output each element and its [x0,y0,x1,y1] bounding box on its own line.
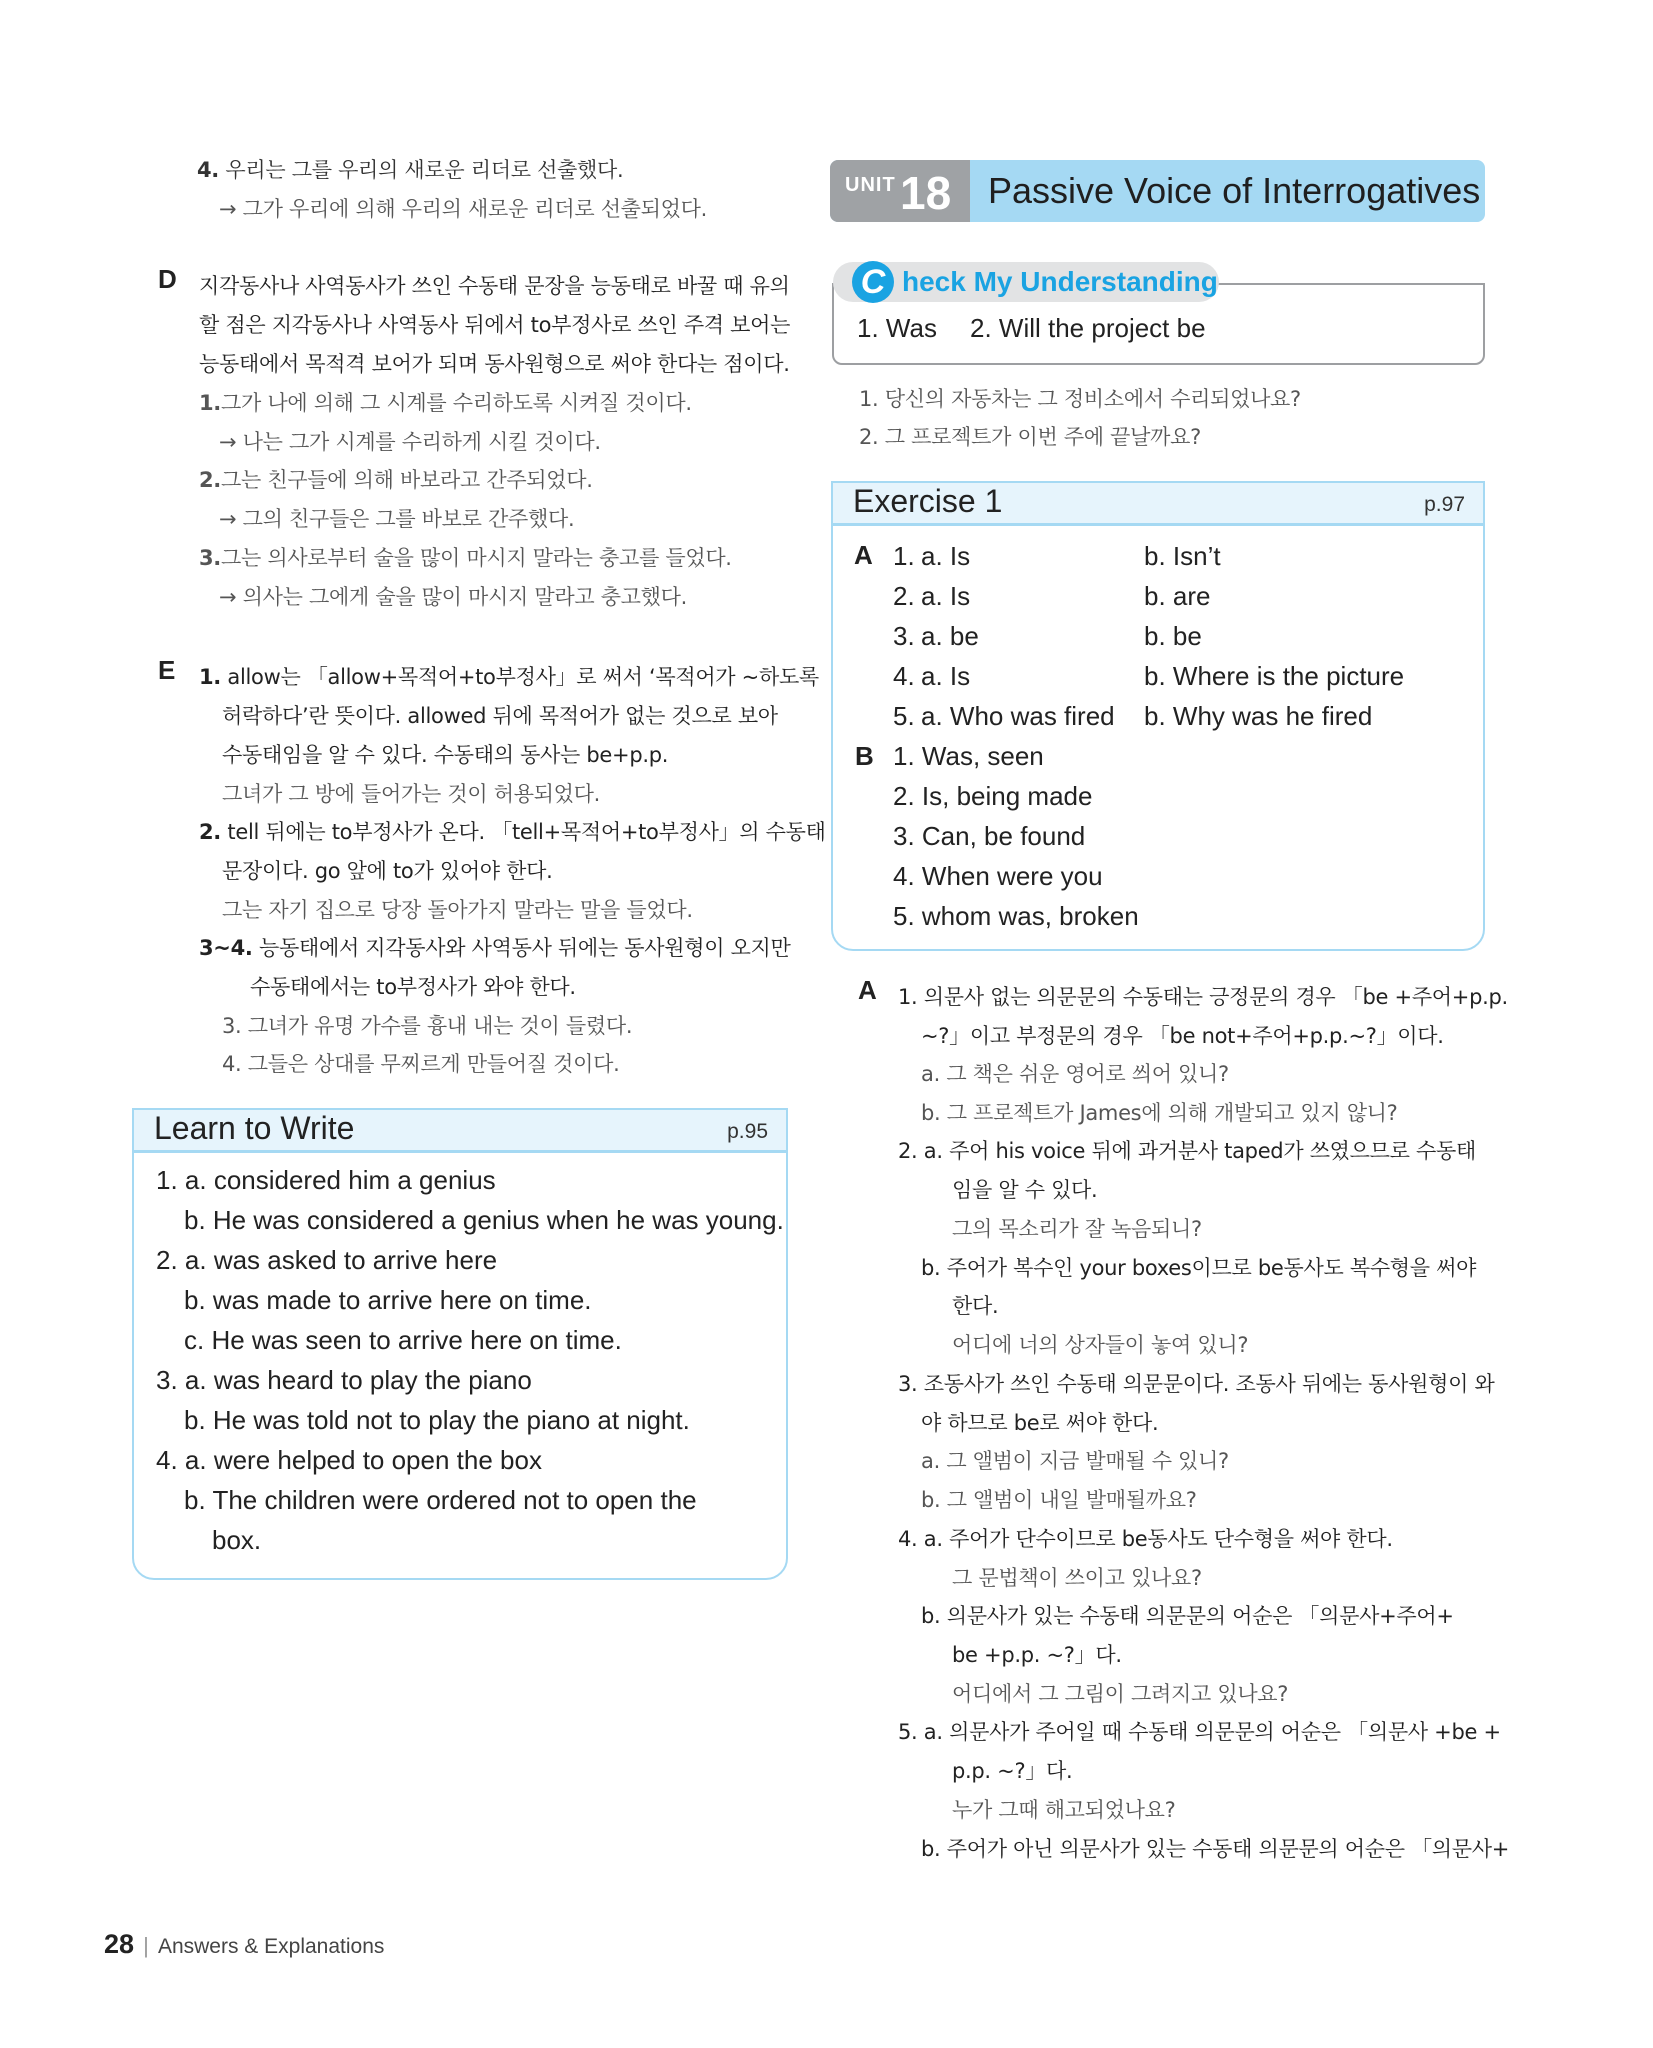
e1-translation: 그녀가 그 방에 들어가는 것이 허용되었다. [222,782,601,806]
e2-exp-2: 문장이다. go 앞에 to가 있어야 한다. [222,859,553,883]
d-item-3a [199,542,732,572]
a3-translation-a: a. 그 앨범이 지금 발매될 수 있니? [921,1449,1229,1473]
item-number: 2. [199,820,221,844]
ex-a3-num: 3. [893,621,915,651]
ex-a4-b: b. Where is the picture [1144,661,1405,691]
a2-exp-2: 임을 알 수 있다. [952,1178,1098,1202]
ex-a5-b: b. Why was he fired [1144,701,1373,731]
a5-expb-1: b. 주어가 아닌 의문사가 있는 수동태 의문문의 어순은 「의문사+ [921,1837,1510,1861]
learn-line-6: 3. a. was heard to play the piano [156,1365,532,1395]
ex-a3-b: b. be [1144,621,1202,651]
section-e-label: E [158,655,176,685]
a5-exp-1: 5. a. 의문사가 주어일 때 수동태 의문문의 어순은 「의문사 +be + [898,1720,1501,1744]
a1-translation-a: a. 그 책은 쉬운 영어로 씌어 있니? [921,1062,1229,1086]
ex-a5-num: 5. [893,701,915,731]
d-explanation-2: 할 점은 지각동사나 사역동사 뒤에서 to부정사로 쓰인 주격 보어는 [199,313,791,337]
unit-number: 18 [900,167,952,219]
learn-line-2: b. He was considered a genius when he was young. [184,1205,784,1235]
section-a-label: A [858,975,877,1005]
unit-label: UNIT [845,174,896,196]
learn-line-1: 1. a. considered him a genius [156,1165,496,1195]
item-text: 그가 나에 의해 그 시계를 수리하도록 시켜질 것이다. [221,391,692,415]
a3-exp-1: 3. 조동사가 쓰인 수동태 의문문이다. 조동사 뒤에는 동사원형이 와 [898,1372,1495,1396]
ex-a3-a: a. be [921,621,979,651]
d-item-2a [199,464,593,494]
ex-a2-num: 2. [893,581,915,611]
page-number: 28 [104,1929,135,1959]
item-number: 3~4. [199,936,253,960]
exercise-title: Exercise 1 [853,483,1003,519]
section-d-label: D [158,264,177,294]
ex-a2-a: a. Is [921,581,971,611]
check-translation-1: 1. 당신의 자동차는 그 정비소에서 수리되었나요? [859,387,1301,411]
a2-expb-1: b. 주어가 복수인 your boxes이므로 be동사도 복수형을 써야 [921,1256,1477,1280]
item-number: 3. [199,546,221,570]
item-text: allow는 「allow+목적어+to부정사」로 써서 ‘목적어가 ~하도록 [227,665,819,689]
item-number: 1. [199,665,221,689]
ex-a1-a: a. Is [921,541,971,571]
item-text: tell 뒤에는 to부정사가 온다. 「tell+목적어+to부정사」의 수동태 [227,820,826,844]
item-text: 그는 의사로부터 술을 많이 마시지 말라는 충고를 들었다. [221,546,732,570]
learn-line-10: box. [212,1525,262,1555]
a2-translation-b: 어디에 너의 상자들이 놓여 있니? [952,1333,1249,1357]
a5-exp-2: p.p. ~?」다. [952,1759,1073,1783]
a2-expb-2: 한다. [952,1294,999,1318]
a4-translation-b: 어디에서 그 그림이 그려지고 있나요? [952,1682,1289,1706]
a4-expb-2: be +p.p. ~?」다. [952,1643,1122,1667]
learn-line-3: 2. a. was asked to arrive here [156,1245,498,1275]
a1-translation-b: b. 그 프로젝트가 James에 의해 개발되고 있지 않니? [921,1101,1398,1125]
learn-to-write-title: Learn to Write [154,1110,355,1146]
a2-translation-a: 그의 목소리가 잘 녹음되니? [952,1217,1202,1241]
e1-exp-2: 허락하다’란 뜻이다. allowed 뒤에 목적어가 없는 것으로 보아 [222,704,778,728]
check-title: heck My Understanding [902,266,1218,297]
check-answer-1: 1. Was [857,313,937,343]
unit-title: Passive Voice of Interrogatives [988,170,1481,211]
footer-separator: | [143,1933,149,1958]
d-explanation-3: 능동태에서 목적격 보어가 되며 동사원형으로 써야 한다는 점이다. [199,352,790,376]
d-item-1a [199,387,692,417]
d-explanation-1: 지각동사나 사역동사가 쓰인 수동태 문장을 능동태로 바꿀 때 유의 [199,274,790,298]
item-number: 2. [199,468,221,492]
check-c-icon: C [852,261,894,303]
d-item-1b: → 나는 그가 시계를 수리하게 시킬 것이다. [219,430,601,454]
exercise-page: p.97 [1424,493,1465,516]
ex-a1-b: b. Isn’t [1144,541,1221,571]
unit-badge [830,160,970,222]
page-footer [104,1929,384,1960]
item-text: 우리는 그를 우리의 새로운 리더로 선출했다. [225,158,624,182]
a1-exp-2: ~?」이고 부정문의 경우 「be not+주어+p.p.~?」이다. [921,1024,1444,1048]
exercise-a-label: A [854,540,873,570]
d-item-3b: → 의사는 그에게 술을 많이 마시지 말라고 충고했다. [219,585,688,609]
a2-exp-1: 2. a. 주어 his voice 뒤에 과거분사 taped가 쓰였으므로 수동태 [898,1139,1476,1163]
d-item-2b: → 그의 친구들은 그를 바보로 간주했다. [219,507,575,531]
learn-line-5: c. He was seen to arrive here on time. [184,1325,622,1355]
ex-a1-num: 1. [893,541,915,571]
a4-exp-1: 4. a. 주어가 단수이므로 be동사도 단수형을 써야 한다. [898,1527,1393,1551]
a4-translation-a: 그 문법책이 쓰이고 있나요? [952,1566,1202,1590]
item-number: 4. [197,158,219,182]
check-answer-2: 2. Will the project be [970,313,1206,343]
a3-exp-2: 야 하므로 be로 써야 한다. [921,1411,1159,1435]
ex-b3: 3. Can, be found [893,821,1086,851]
a1-exp-1: 1. 의문사 없는 의문문의 수동태는 긍정문의 경우 「be +주어+p.p. [898,985,1508,1009]
learn-line-9: b. The children were ordered not to open the [184,1485,697,1515]
a4-expb-1: b. 의문사가 있는 수동태 의문문의 어순은 「의문사+주어+ [921,1604,1454,1628]
ex-a2-b: b. are [1144,581,1211,611]
ex-b2: 2. Is, being made [893,781,1093,811]
a5-translation-a: 누가 그때 해고되었나요? [952,1798,1176,1822]
c4-line1 [197,154,623,184]
e34-exp-2: 수동태에서는 to부정사가 와야 한다. [250,975,576,999]
e4-translation: 4. 그들은 상대를 무찌르게 만들어질 것이다. [222,1052,620,1076]
ex-a4-a: a. Is [921,661,971,691]
ex-a5-a: a. Who was fired [921,701,1115,731]
item-number: 1. [199,391,221,415]
unit-banner [830,160,1485,222]
e3-translation: 3. 그녀가 유명 가수를 흉내 내는 것이 들렸다. [222,1014,633,1038]
ex-b5: 5. whom was, broken [893,901,1139,931]
e1-exp-1 [199,661,819,691]
learn-line-8: 4. a. were helped to open the box [156,1445,542,1475]
learn-to-write-header [134,1110,786,1153]
exercise-header [833,483,1483,526]
exercise-b-label: B [855,741,874,771]
ex-b1: 1. Was, seen [893,741,1044,771]
ex-a4-num: 4. [893,661,915,691]
e2-translation: 그는 자기 집으로 당장 돌아가지 말라는 말을 들었다. [222,898,693,922]
ex-b4: 4. When were you [893,861,1103,891]
learn-line-7: b. He was told not to play the piano at night. [184,1405,690,1435]
learn-line-4: b. was made to arrive here on time. [184,1285,592,1315]
a3-translation-b: b. 그 앨범이 내일 발매될까요? [921,1488,1197,1512]
item-text: 능동태에서 지각동사와 사역동사 뒤에는 동사원형이 오지만 [259,936,791,960]
check-translation-2: 2. 그 프로젝트가 이번 주에 끝날까요? [859,425,1201,449]
item-text: 그는 친구들에 의해 바보라고 간주되었다. [221,468,593,492]
c4-line2: → 그가 우리에 의해 우리의 새로운 리더로 선출되었다. [219,197,708,221]
learn-to-write-page: p.95 [727,1120,768,1143]
e1-exp-3: 수동태임을 알 수 있다. 수동태의 동사는 be+p.p. [222,743,669,767]
e34-exp-1 [199,932,791,962]
footer-label: Answers & Explanations [157,1935,385,1958]
e2-exp-1 [199,816,826,846]
